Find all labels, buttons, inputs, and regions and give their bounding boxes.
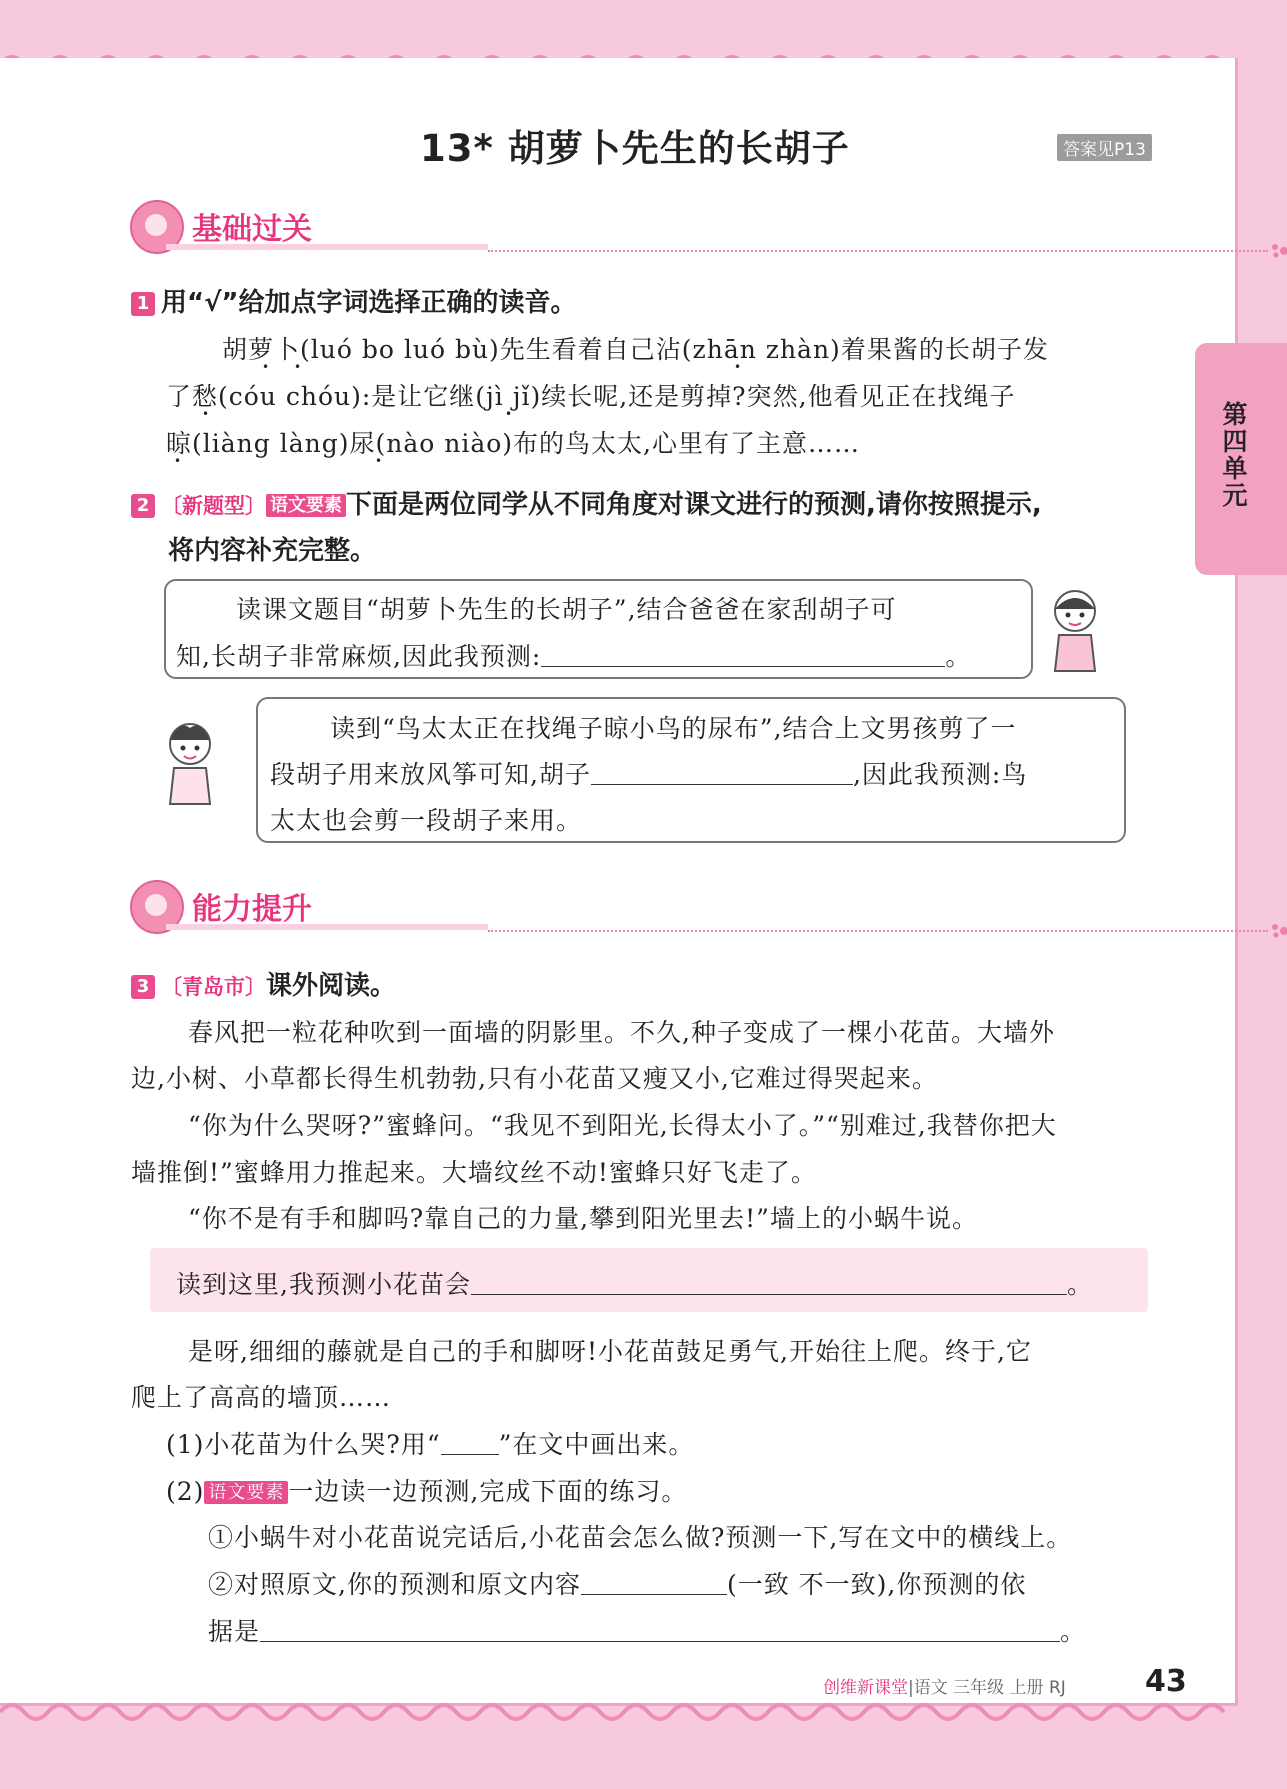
unit-label: 第四单元 — [1219, 401, 1248, 509]
bubble-2-line-2: 段胡子用来放风筝可知,胡子 ,因此我预测:鸟 — [270, 760, 1028, 789]
bubble-2-line-1: 读到“鸟太太正在找绳子晾小鸟的尿布”,结合上文男孩剪了一 — [330, 714, 1017, 743]
question-3-prompt: 3 〔青岛市〕课外阅读。 — [131, 965, 396, 1002]
bubble-1-line-2: 知,长胡子非常麻烦,因此我预测: 。 — [176, 642, 972, 671]
passage-line-5: “你不是有手和脚吗?靠自己的力量,攀到阳光里去!”墙上的小蜗牛说。 — [188, 1204, 978, 1233]
bottom-wavy-border — [0, 1692, 1287, 1732]
section-basic-header — [130, 200, 1287, 250]
boy-avatar-icon — [160, 718, 220, 808]
bubble-2-line-3: 太太也会剪一段胡子来用。 — [270, 806, 583, 835]
decor-dots-icon — [1270, 922, 1287, 938]
emphasis-dot: • — [505, 407, 513, 421]
region-tag: 〔青岛市〕 — [161, 975, 266, 999]
emphasis-dot: • — [174, 454, 182, 468]
answer-blank[interactable] — [581, 1594, 727, 1595]
subquestion-2: (2) 语文要素 一边读一边预测,完成下面的练习。 — [166, 1477, 688, 1506]
footer-info: 创维新课堂|语文 三年级 上册 RJ — [823, 1678, 1066, 1698]
footer-brand: 创维新课堂 — [823, 1678, 908, 1698]
emphasis-dot: • — [375, 454, 383, 468]
question-1-line-2: 了愁(cóu chóu):是让它继(jì jǐ)续长呢,还是剪掉?突然,他看见正在找绳子 — [166, 382, 1016, 411]
new-type-tag: 〔新题型〕 — [161, 494, 266, 518]
emphasis-dot: • — [734, 360, 742, 374]
section-basic-title: 基础过关 — [192, 212, 312, 247]
section-advanced-header — [130, 880, 1287, 930]
question-2-prompt: 2 〔新题型〕 语文要素 下面是两位同学从不同角度对课文进行的预测,请你按照提示, — [131, 484, 1042, 521]
question-1-prompt: 1 用“√”给加点字词选择正确的读音。 — [131, 282, 577, 319]
emphasis-dot: • — [294, 360, 302, 374]
element-tag: 语文要素 — [204, 1481, 288, 1504]
passage-line-2: 边,小树、小草都长得生机勃勃,只有小花苗又瘦又小,它难过得哭起来。 — [131, 1064, 938, 1093]
passage-line-6: 是呀,细细的藤就是自己的手和脚呀!小花苗鼓足勇气,开始往上爬。终于,它 — [188, 1337, 1032, 1366]
question-2-prompt-cont: 将内容补充完整。 — [168, 536, 377, 566]
unit-side-tab — [1195, 343, 1287, 575]
subquestion-1: (1)小花苗为什么哭?用“ ”在文中画出来。 — [166, 1430, 695, 1459]
passage-line-4: 墙推倒!”蜜蜂用力推起来。大墙纹丝不动!蜜蜂只好飞走了。 — [131, 1158, 817, 1187]
page-number: 43 — [1145, 1664, 1187, 1699]
question-1-line-1: 胡萝卜(luó bo luó bù)先生看着自己沾(zhān zhàn)着果酱的长胡子发 — [222, 335, 1049, 364]
subquestion-2-ii: ②对照原文,你的预测和原文内容 (一致 不一致),你预测的依 — [208, 1570, 1027, 1599]
prediction-blank[interactable] — [471, 1294, 1067, 1295]
answer-blank[interactable] — [260, 1641, 1060, 1642]
lesson-title: 13* 胡萝卜先生的长胡子 — [420, 127, 850, 170]
question-number: 1 — [131, 292, 155, 316]
prediction-line: 读到这里,我预测小花苗会 。 — [176, 1270, 1093, 1299]
element-tag: 语文要素 — [266, 494, 346, 517]
passage-line-1: 春风把一粒花种吹到一面墙的阴影里。不久,种子变成了一棵小花苗。大墙外 — [188, 1018, 1055, 1047]
subquestion-2-i: ①小蜗牛对小花苗说完话后,小花苗会怎么做?预测一下,写在文中的横线上。 — [208, 1523, 1073, 1552]
decor-dots-icon — [1270, 242, 1287, 258]
girl-avatar-icon — [1045, 585, 1105, 675]
emphasis-dot: • — [262, 360, 270, 374]
answer-blank[interactable] — [541, 666, 945, 667]
bubble-1-line-1: 读课文题目“胡萝卜先生的长胡子”,结合爸爸在家刮胡子可 — [236, 595, 897, 624]
answer-blank[interactable] — [591, 784, 853, 785]
passage-line-3: “你为什么哭呀?”蜜蜂问。“我见不到阳光,长得太小了。”“别难过,我替你把大 — [188, 1111, 1057, 1140]
answer-reference: 答案见P13 — [1057, 134, 1152, 161]
subquestion-2-ii-cont: 据是 。 — [208, 1617, 1087, 1646]
question-1-line-3: 晾(liàng làng)尿(nào niào)布的鸟太太,心里有了主意…… — [166, 429, 860, 458]
passage-line-7: 爬上了高高的墙顶…… — [131, 1383, 392, 1412]
section-advanced-title: 能力提升 — [192, 892, 312, 927]
emphasis-dot: • — [202, 407, 210, 421]
